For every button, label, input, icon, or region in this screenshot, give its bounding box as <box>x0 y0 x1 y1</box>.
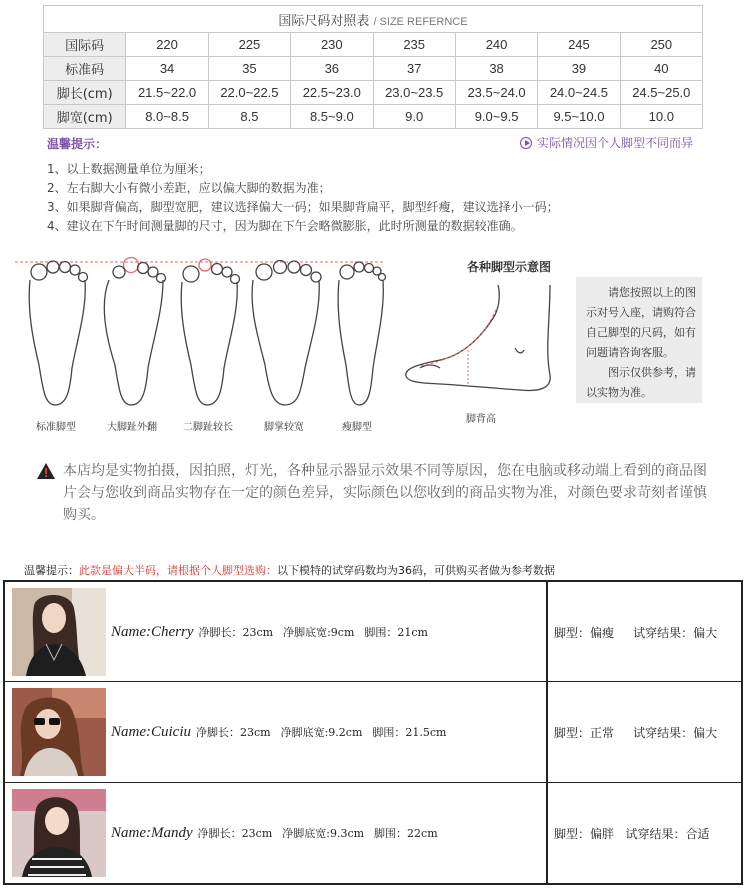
diagram-title: 各种脚型示意图 <box>467 260 552 274</box>
table-cell: 8.5 <box>208 105 290 129</box>
feet-outlines <box>15 250 395 415</box>
size-chart-table <box>43 5 703 129</box>
foot-label-long-second-toe: 二脚趾较长 <box>183 422 233 433</box>
foot-label-standard: 标准脚型 <box>36 422 76 433</box>
table-cell: 10.0 <box>620 105 702 129</box>
instep-curve <box>420 305 498 366</box>
size-chart-title <box>44 6 703 33</box>
table-cell: 23.5~24.0 <box>455 81 537 105</box>
table-cell: 235 <box>373 33 455 57</box>
model-photo <box>12 588 106 676</box>
table-cell: 39 <box>538 57 620 81</box>
table-cell: 230 <box>291 33 373 57</box>
fit-heading-rest: 以下模特的试穿码数均为36码，可供购买者做为参考数据 <box>277 564 555 577</box>
table-row <box>5 783 741 883</box>
advice-box <box>576 277 702 403</box>
row-foot-length <box>44 81 703 105</box>
model-fit-result: 脚型：偏瘦 试穿结果：偏大 <box>554 625 718 640</box>
table-cell: 38 <box>455 57 537 81</box>
size-chart-title-text: 国际尺码对照表 <box>278 13 370 29</box>
table-row <box>5 682 741 783</box>
table-row <box>5 582 741 682</box>
advice-text: 请您按照以上的图示对号入座，请购符合自己脚型的尺码，如有问题请咨询客服。 <box>586 286 696 359</box>
row-standard-size <box>44 57 703 81</box>
foot-label-bunion: 大脚趾外翻 <box>107 422 157 433</box>
foot-label-slim: 瘦脚型 <box>342 422 372 433</box>
list-item: 1、以上数据测量单位为厘米； <box>47 162 211 176</box>
fit-heading-highlight: 此款是偏大半码，请根据个人脚型选购： <box>79 564 277 577</box>
table-cell: 40 <box>620 57 702 81</box>
foot-slim <box>338 262 385 405</box>
table-cell: 220 <box>126 33 208 57</box>
model-foot-width: 净脚底宽:9.2cm <box>280 726 363 739</box>
row-international-size <box>44 33 703 57</box>
table-cell: 35 <box>208 57 290 81</box>
table-cell: 9.0 <box>373 105 455 129</box>
foot-types-illustration <box>15 250 395 435</box>
row-header: 国际码 <box>44 33 126 57</box>
color-disclaimer: 本店均是实物拍摄，因拍照，灯光，各种显示器显示效果不同等原因，您在电脑或移动端上看到的商品图片会与您收到商品实物存在一定的颜色差异，实际颜色以您收到的商品实物为准，对颜色要求苛刻者谨慎购买。 <box>63 463 707 523</box>
model-info <box>111 582 438 682</box>
fit-heading-prefix: 温馨提示： <box>24 564 79 577</box>
foot-standard <box>29 261 87 405</box>
play-circle-icon <box>520 137 532 149</box>
instep-label: 脚背高 <box>466 414 496 425</box>
table-cell: 8.5~9.0 <box>291 105 373 129</box>
model-fit-table <box>3 580 743 885</box>
tips-label: 温馨提示： <box>47 137 108 151</box>
model-name: Name:Cherry <box>111 623 194 640</box>
table-cell: 22.5~23.0 <box>291 81 373 105</box>
list-item: 2、左右脚大小有微小差距，应以偏大脚的数据为准； <box>47 181 331 195</box>
fit-heading <box>24 562 555 578</box>
table-cell: 245 <box>538 33 620 57</box>
table-cell: 24.0~24.5 <box>538 81 620 105</box>
model-foot-width: 净脚底宽:9cm <box>283 626 355 639</box>
list-item: 4、建议在下午时间测量脚的尺寸，因为脚在下午会略微膨胀，此时所测量的数据较准确。 <box>47 219 523 233</box>
table-cell: 34 <box>126 57 208 81</box>
model-photo <box>12 688 106 776</box>
table-cell: 36 <box>291 57 373 81</box>
model-foot-girth: 脚围：22cm <box>374 827 438 840</box>
model-foot-length: 净脚长：23cm <box>197 827 273 840</box>
model-foot-length: 净脚长：23cm <box>198 626 274 639</box>
model-name: Name:Cuiciu <box>111 723 191 740</box>
model-fit-result: 脚型：正常 试穿结果：偏大 <box>554 725 718 740</box>
size-chart-subtitle: / SIZE REFERNCE <box>373 15 468 28</box>
table-cell: 37 <box>373 57 455 81</box>
side-foot-diagram <box>400 280 570 405</box>
model-fit-result: 脚型：偏胖 试穿结果：合适 <box>554 826 710 841</box>
table-cell: 250 <box>620 33 702 57</box>
tips-note-text: 实际情况因个人脚型不同而异 <box>537 136 694 150</box>
model-foot-girth: 脚围：21.5cm <box>372 726 447 739</box>
tips-note <box>520 134 693 151</box>
model-info <box>111 783 448 883</box>
model-info <box>111 682 456 782</box>
row-header: 脚长(cm) <box>44 81 126 105</box>
foot-long-second-toe <box>181 259 239 405</box>
foot-wide <box>252 261 321 406</box>
list-item: 3、如果脚背偏高，脚型宽肥，建议选择偏大一码；如果脚背扁平，脚型纤瘦，建议选择小一码； <box>47 200 559 214</box>
tips-list <box>47 160 607 236</box>
advice-text: 图示仅供参考，请以实物为准。 <box>586 366 696 399</box>
model-foot-width: 净脚底宽:9.3cm <box>282 827 365 840</box>
table-cell: 9.5~10.0 <box>538 105 620 129</box>
table-cell: 23.0~23.5 <box>373 81 455 105</box>
warning-triangle-icon <box>37 463 55 479</box>
row-header: 脚宽(cm) <box>44 105 126 129</box>
row-foot-width <box>44 105 703 129</box>
table-cell: 225 <box>208 33 290 57</box>
table-cell: 8.0~8.5 <box>126 105 208 129</box>
table-cell: 9.0~9.5 <box>455 105 537 129</box>
row-header: 标准码 <box>44 57 126 81</box>
table-cell: 240 <box>455 33 537 57</box>
foot-bunion <box>104 258 165 406</box>
foot-label-wide: 脚掌较宽 <box>264 422 304 433</box>
table-cell: 24.5~25.0 <box>620 81 702 105</box>
model-name: Name:Mandy <box>111 824 193 841</box>
table-cell: 22.0~22.5 <box>208 81 290 105</box>
model-foot-length: 净脚长：23cm <box>196 726 271 739</box>
table-cell: 21.5~22.0 <box>126 81 208 105</box>
model-foot-girth: 脚围：21cm <box>364 626 428 639</box>
model-photo <box>12 789 106 877</box>
